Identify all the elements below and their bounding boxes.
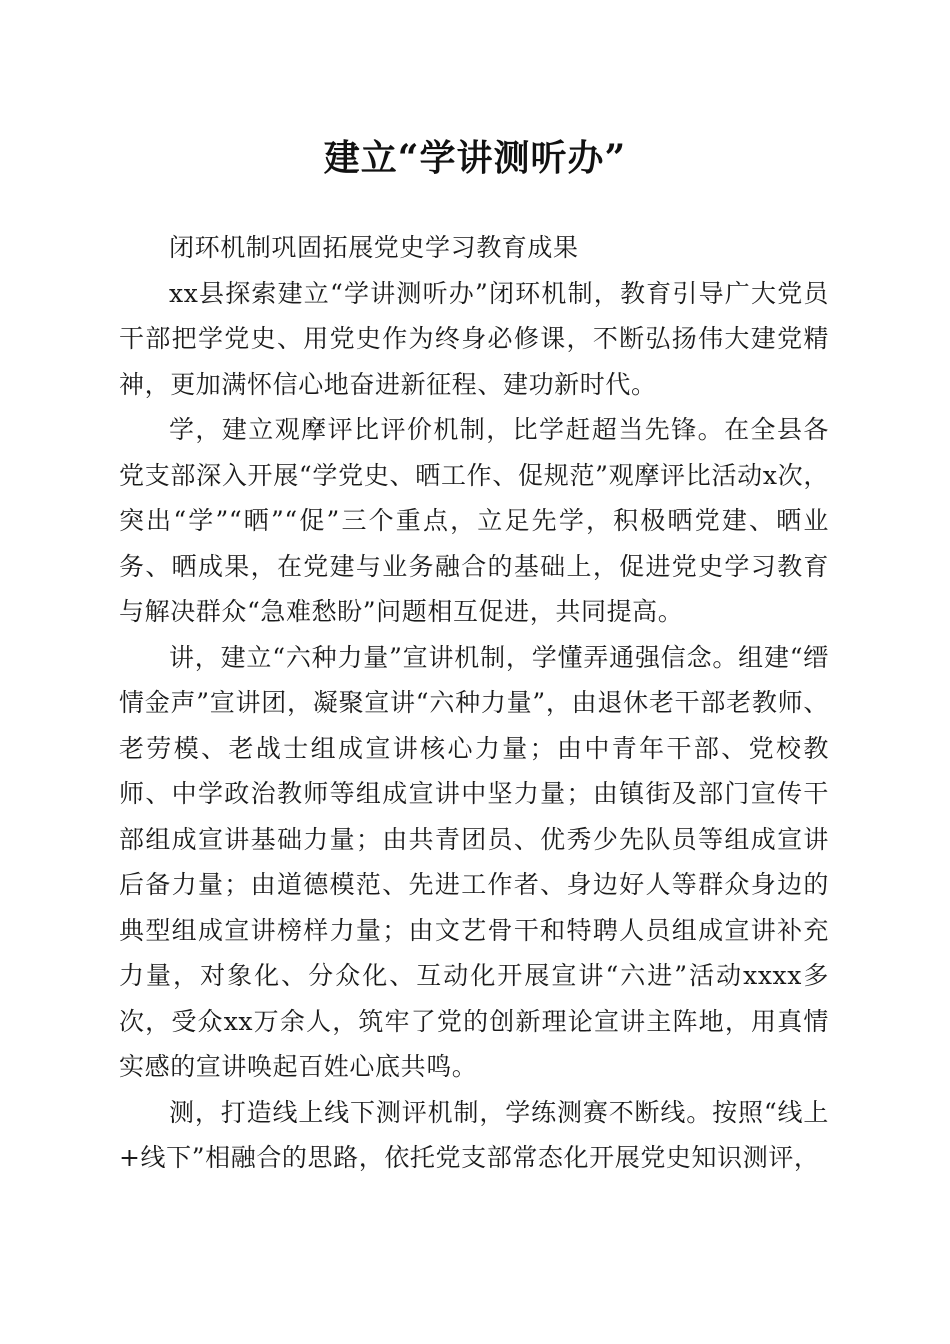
paragraph-lecture: 讲，建立“六种力量”宣讲机制，学懂弄通强信念。组建“缙情金声”宣讲团，凝聚宣讲“六种力量”，由退休老干部老教师、老劳模、老战士组成宣讲核心力量；由中青年干部、党校教师、中学政治教师等组成宣讲中坚力量；由镇街及部门宣传干部组成宣讲基础力量；由共青团员、优秀少先队员等组成宣讲后备力量；由道德模范、先进工作者、身边好人等群众身边的典型组成宣讲榜样力量；由文艺骨干和特聘人员组成宣讲补充力量，对象化、分众化、互动化开展宣讲“六进”活动xxxx多次，受众xx万余人，筑牢了党的创新理论宣讲主阵地，用真情实感的宣讲唤起百姓心底共鸣。 [119, 642, 829, 1081]
paragraph-learn: 学，建立观摩评比评价机制，比学赶超当先锋。在全县各党支部深入开展“学党史、晒工作、促规范”观摩评比活动x次，突出“学”“晒”“促”三个重点，立足先学，积极晒党建、晒业务、晒成果，在党建与业务融合的基础上，促进党史学习教育与解决群众“急难愁盼”问题相互促进，共同提高。 [119, 415, 829, 626]
paragraph-test: 测，打造线上线下测评机制，学练测赛不断线。按照“线上+线下”相融合的思路，依托党支部常态化开展党史知识测评， [119, 1097, 829, 1172]
paragraph-intro: xx县探索建立“学讲测听办”闭环机制，教育引导广大党员干部把学党史、用党史作为终身必修课，不断弘扬伟大建党精神，更加满怀信心地奋进新征程、建功新时代。 [119, 278, 829, 399]
document-body [119, 225, 829, 1181]
paragraph-subtitle: 闭环机制巩固拓展党史学习教育成果 [169, 233, 579, 262]
document-title: 建立“学讲测听办” [323, 137, 627, 179]
